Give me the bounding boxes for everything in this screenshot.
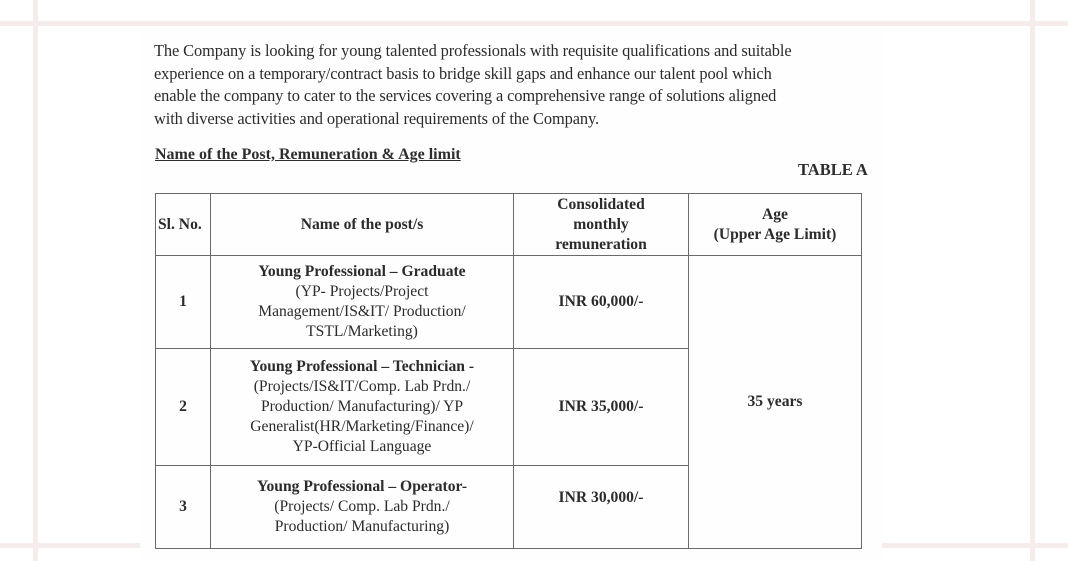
row-post-name: Young Professional – Technician - (Projects/IS&IT/Comp. Lab Prdn./ Production/ Manufacturing)/ YP Generalist(HR/Marketing/Finance)/ YP-Official Language bbox=[211, 349, 514, 466]
row-sl-no: 1 bbox=[156, 256, 211, 349]
page-grid-line bbox=[1030, 0, 1035, 561]
intro-line: with diverse activities and operational requirements of the Company. bbox=[154, 108, 600, 128]
page-grid-line bbox=[33, 0, 38, 561]
header-remuneration: Consolidated monthly remuneration bbox=[514, 194, 689, 256]
row-remuneration: INR 35,000/- bbox=[514, 349, 689, 466]
page-grid-line bbox=[880, 543, 1068, 548]
table-row bbox=[156, 256, 862, 349]
row-sl-no: 2 bbox=[156, 349, 211, 466]
header-age: Age (Upper Age Limit) bbox=[689, 194, 862, 256]
intro-line: The Company is looking for young talented professionals with requisite qualifications and suitable bbox=[154, 41, 792, 60]
section-title: Name of the Post, Remuneration & Age limit bbox=[155, 146, 461, 163]
table-label: TABLE A bbox=[798, 160, 868, 179]
row-post-name: Young Professional – Operator- (Projects/ Comp. Lab Prdn./ Production/ Manufacturing) bbox=[211, 466, 514, 549]
row-post-name: Young Professional – Graduate (YP- Projects/Project Management/IS&IT/ Production/ TSTL/Marketing) bbox=[211, 256, 514, 349]
intro-paragraph bbox=[154, 40, 864, 130]
row-sl-no: 3 bbox=[156, 466, 211, 549]
header-post-name: Name of the post/s bbox=[211, 194, 514, 256]
header-sl-no: Sl. No. bbox=[156, 194, 211, 256]
row-remuneration: INR 60,000/- bbox=[514, 256, 689, 349]
page-grid-line bbox=[0, 543, 140, 548]
row-remuneration: INR 30,000/- bbox=[514, 466, 689, 549]
age-limit-cell: 35 years bbox=[689, 256, 862, 549]
page-grid-line bbox=[0, 21, 1068, 26]
intro-line: enable the company to cater to the services covering a comprehensive range of solutions aligned bbox=[154, 86, 777, 106]
table-header-row bbox=[156, 194, 862, 256]
intro-line: experience on a temporary/contract basis to bridge skill gaps and enhance our talent pool which bbox=[154, 63, 772, 83]
posts-table bbox=[155, 193, 862, 549]
